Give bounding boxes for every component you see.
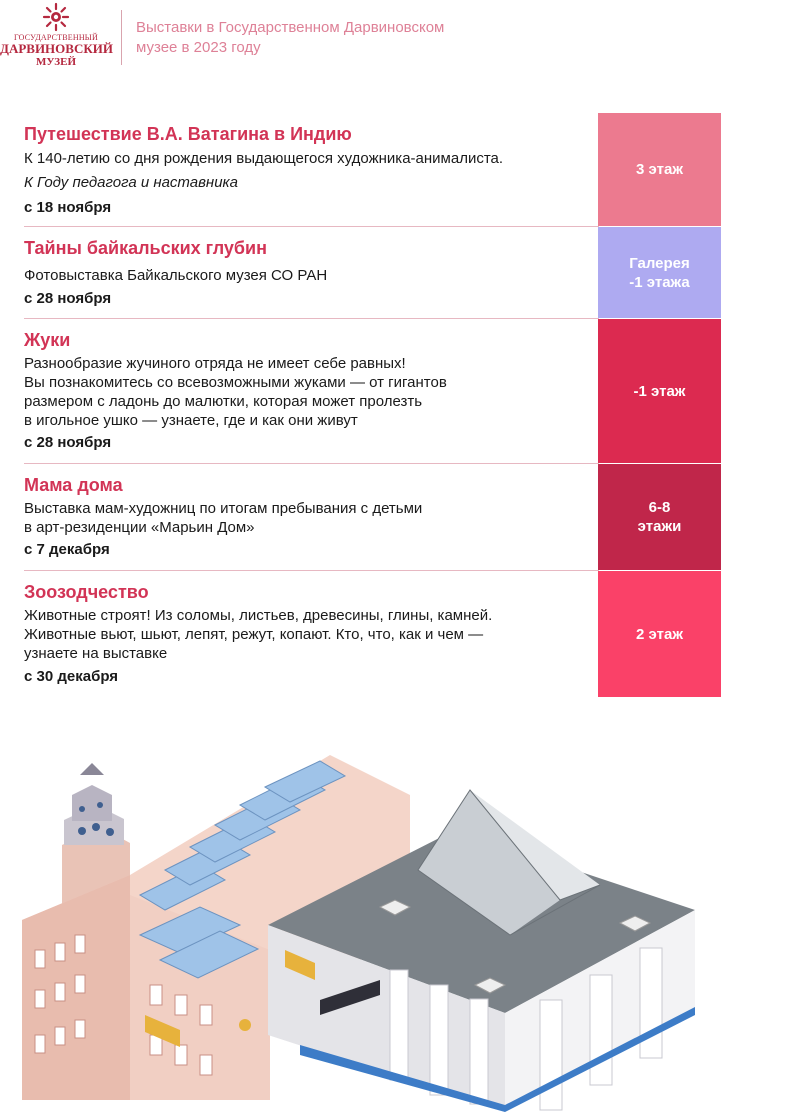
page-title: Выставки в Государственном Дарвиновском музее в 2023 году [136,19,445,56]
exhibition-description: К 140-летию со дня рождения выдающегося художника-анималиста. [24,150,504,167]
row-divider [24,318,599,319]
logo-text-line3: МУЗЕЙ [35,56,76,68]
sun-emblem-icon [38,2,74,32]
exhibition-description: Выставка мам-художниц по итогам пребывания с детьми в арт-резиденции «Марьин Дом» [24,500,423,536]
exhibition-date: с 30 декабря [24,668,119,685]
museum-building-illustration [0,735,800,1112]
exhibition-note: К Году педагога и наставника [24,174,238,191]
floor-badge: 3 этаж [598,113,721,226]
museum-logo[interactable] [0,2,112,66]
logo-text-line1: ГОСУДАРСТВЕННЫЙ [14,33,98,42]
exhibition-title: Мама дома [24,475,123,495]
floor-badge: -1 этаж [598,319,721,463]
exhibition-description: Животные строят! Из соломы, листьев, древесины, глины, камней. Животные вьют, шьют, лепят, режут, копают. Кто, что, как и чем — узнаете на выставке [24,607,493,662]
floor-badge: 6-8 этажи [598,464,721,570]
floor-badge: 2 этаж [598,571,721,697]
exhibition-title: Жуки [24,330,71,350]
logo-text-line2: ДАРВИНОВСКИЙ [0,41,113,56]
row-divider [24,226,599,227]
exhibition-date: с 18 ноября [24,199,112,216]
row-divider [24,463,599,464]
row-divider [24,570,599,571]
exhibition-title: Зоозодчество [24,582,149,602]
exhibition-date: с 28 ноября [24,290,112,307]
exhibition-date: с 28 ноября [24,434,112,451]
exhibition-title: Тайны байкальских глубин [24,238,267,258]
header-divider [121,10,122,65]
floor-badge: Галерея -1 этажа [598,227,721,318]
exhibition-date: с 7 декабря [24,541,110,558]
exhibition-title: Путешествие В.А. Ватагина в Индию [24,124,352,144]
page-header [0,0,800,70]
exhibition-description: Фотовыставка Байкальского музея СО РАН [24,267,328,284]
exhibition-description: Разнообразие жучиного отряда не имеет себе равных! Вы познакомитесь со всевозможными жуками — от гигантов размером с ладонь до малютки, которая может пролезть в игольное ушко — узнаете, где и как они живут [24,355,447,429]
